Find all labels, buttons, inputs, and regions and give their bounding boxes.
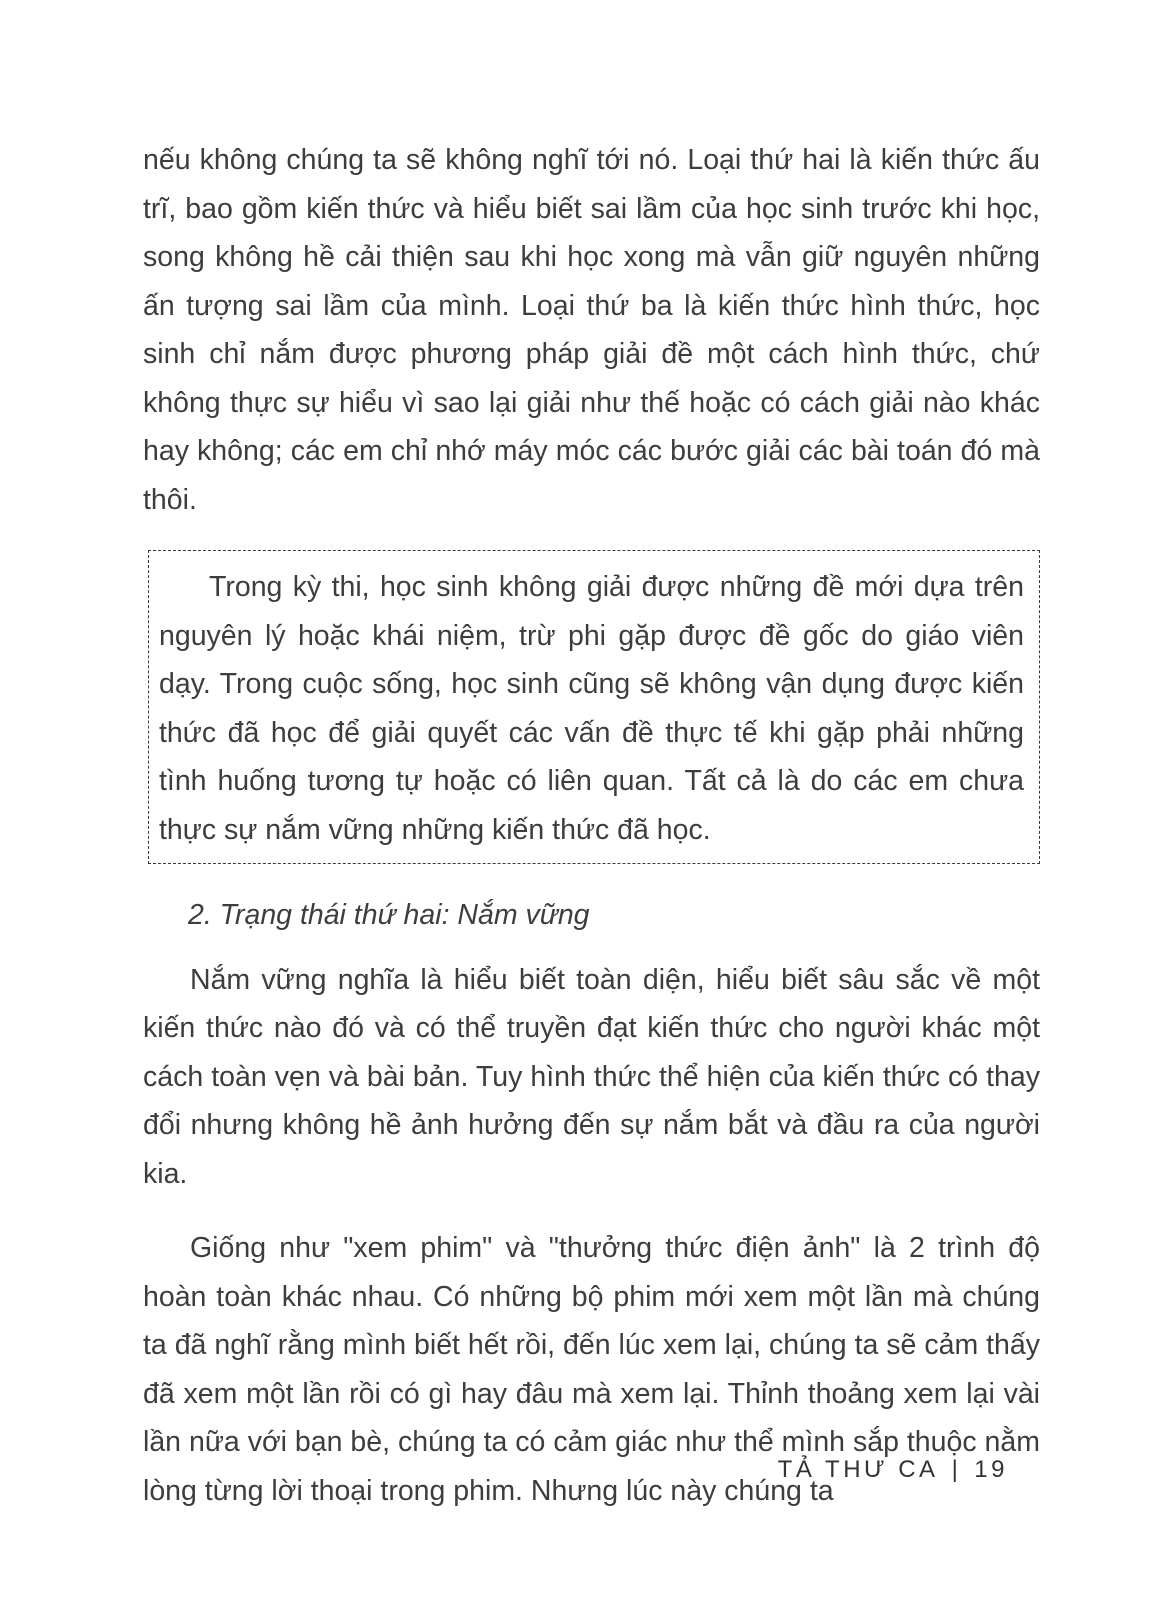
page-footer	[143, 1456, 1040, 1484]
callout-paragraph: Trong kỳ thi, học sinh không giải được những đề mới dựa trên nguyên lý hoặc khái niệm, trừ phi gặp được đề gốc do giáo viên dạy. Trong cuộc sống, học sinh cũng sẽ không vận dụng được kiến thức đã học để giải quyết các vấn đề thực tế khi gặp phải những tình huống tương tự hoặc có liên quan. Tất cả là do các em chưa thực sự nắm vững những kiến thức đã học.	[159, 571, 1024, 846]
body-paragraph: Nắm vững nghĩa là hiểu biết toàn diện, hiểu biết sâu sắc về một kiến thức nào đó và có thể truyền đạt kiến thức cho người khác một cách toàn vẹn và bài bản. Tuy hình thức thể hiện của kiến thức có thay đổi nhưng không hề ảnh hưởng đến sự nắm bắt và đầu ra của người kia.	[143, 963, 1040, 1190]
body-paragraph: Giống như "xem phim" và "thưởng thức điện ảnh" là 2 trình độ hoàn toàn khác nhau. Có những bộ phim mới xem một lần mà chúng ta đã nghĩ rằng mình biết hết rồi, đến lúc xem lại, chúng ta sẽ cảm thấy đã xem một lần rồi có gì hay đâu mà xem lại. Thỉnh thoảng xem lại vài lần nữa với bạn bè, chúng ta có cảm giác như thể mình sắp thuộc nằm lòng từng lời thoại trong phim. Nhưng lúc này chúng ta	[143, 1232, 1040, 1507]
callout-box	[148, 550, 1040, 864]
body-paragraph-continued: nếu không chúng ta sẽ không nghĩ tới nó. Loại thứ hai là kiến thức ấu trĩ, bao gồm kiến thức và hiểu biết sai lầm của học sinh trước khi học, song không hề cải thiện sau khi học xong mà vẫn giữ nguyên những ấn tượng sai lầm của mình. Loại thứ ba là kiến thức hình thức, học sinh chỉ nắm được phương pháp giải đề một cách hình thức, chứ không thực sự hiểu vì sao lại giải như thế hoặc có cách giải nào khác hay không; các em chỉ nhớ máy móc các bước giải các bài toán đó mà thôi.	[143, 144, 1040, 516]
book-title: TẢ THƯ CA	[777, 1456, 939, 1483]
section-heading: 2. Trạng thái thứ hai: Nắm vững	[188, 899, 590, 931]
footer-separator: |	[951, 1456, 962, 1483]
page-number: 19	[974, 1456, 1008, 1483]
page-content	[143, 136, 1040, 1541]
